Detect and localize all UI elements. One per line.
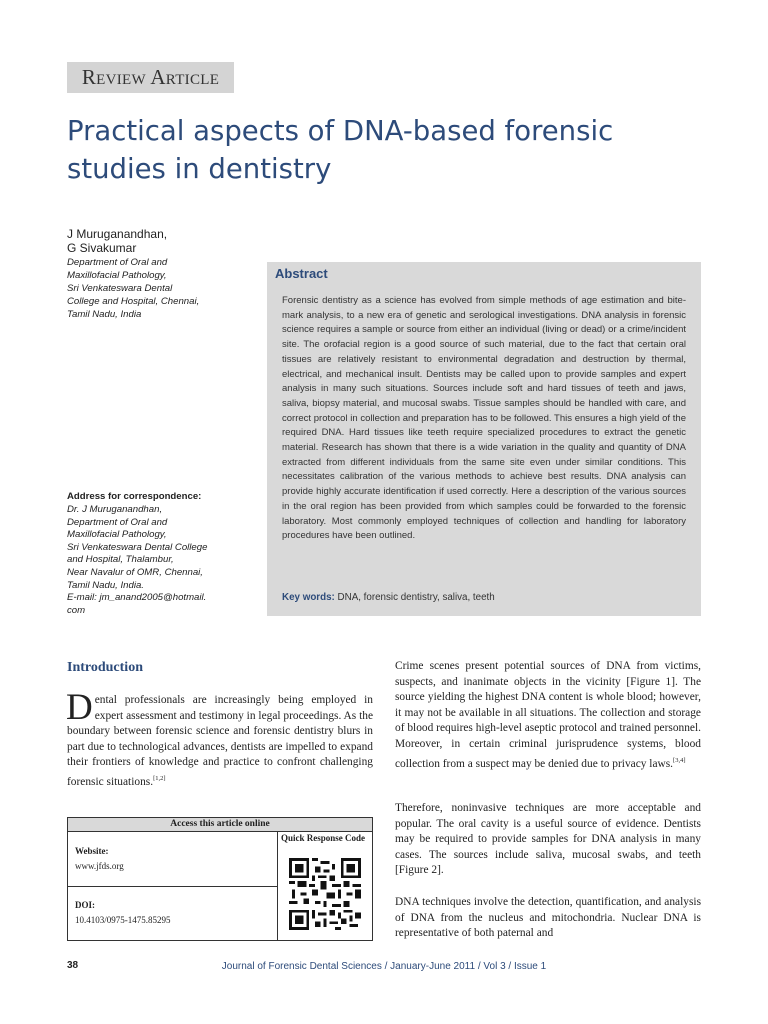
affiliation-line: Department of Oral and (67, 257, 168, 268)
affiliation-line: Tamil Nadu, India (67, 309, 142, 320)
affiliation-line: Sri Venkateswara Dental (67, 283, 173, 294)
access-box-heading: Access this article online (68, 818, 372, 832)
keywords-list: DNA, forensic dentistry, saliva, teeth (337, 592, 495, 603)
correspondence-line: and Hospital, Thalambur, (67, 554, 174, 566)
journal-footer: Journal of Forensic Dental Sciences / January-June 2011 / Vol 3 / Issue 1 (221, 961, 547, 972)
qr-code-icon (289, 858, 361, 930)
correspondence-line: Tamil Nadu, India. (67, 579, 144, 591)
title-line-1: Practical aspects of DNA-based forensic (67, 115, 614, 147)
page-number: 38 (67, 960, 79, 971)
correspondence-line: Near Navalur of OMR, Chennai, (67, 566, 203, 578)
body-paragraph-3: DNA techniques involve the detection, quantification, and analysis of DNA from the nucleus and mitochondria. Nuclear DNA is representative of both paternal and (395, 896, 701, 940)
abstract-heading: Abstract (275, 266, 328, 281)
website-link[interactable]: www.jfds.org (75, 861, 124, 871)
correspondence-line: Maxillofacial Pathology, (67, 529, 167, 541)
introduction-paragraph (66, 687, 373, 790)
article-type-tag: Review Article (67, 62, 234, 93)
introduction-heading: Introduction (67, 660, 143, 675)
article-title (67, 112, 687, 188)
affiliation-line: College and Hospital, Chennai, (67, 296, 200, 307)
doi-value[interactable]: 10.4103/0975-1475.85295 (75, 915, 171, 925)
access-article-box (67, 817, 373, 941)
abstract-box (267, 262, 701, 616)
correspondence-line: Sri Venkateswara Dental College (67, 541, 208, 553)
website-label: Website: (75, 846, 109, 856)
correspondence-email-cont[interactable]: com (67, 604, 86, 616)
correspondence-line: Dr. J Muruganandhan, (67, 504, 163, 515)
author-2: G Sivakumar (67, 241, 137, 255)
divider (277, 832, 278, 940)
body-paragraph-2: Therefore, noninvasive techniques are more acceptable and popular. The oral cavity is a useful source of evidence. Dentists may be required to provide samples for DNA analysis in many cases. The sources include saliva, mucosal swabs, and teeth [Figure 2]. (395, 802, 701, 877)
body-paragraph-1 (395, 659, 701, 772)
doi-label: DOI: (75, 900, 95, 910)
citation[interactable]: [1,2] (153, 774, 166, 782)
qr-code-label: Quick Response Code (281, 833, 366, 843)
citation[interactable]: [3,4] (673, 756, 686, 764)
author-1: J Muruganandhan, (67, 227, 168, 241)
correspondence-heading: Address for correspondence: (67, 491, 202, 502)
title-line-2: studies in dentistry (67, 153, 332, 185)
drop-cap: D (66, 687, 93, 728)
affiliation-line: Maxillofacial Pathology, (67, 270, 167, 281)
correspondence-address (67, 504, 262, 617)
correspondence-email[interactable]: E-mail: jm_anand2005@hotmail. (67, 592, 207, 604)
divider (68, 886, 277, 887)
correspondence-line: Department of Oral and (67, 516, 168, 528)
keywords (282, 592, 495, 603)
affiliation (67, 256, 262, 321)
introduction-text: ental professionals are increasingly being employed in expert assessment and testimony in legal proceedings. As the boundary between forensic science and forensic dentistry blurs in part due to technological advances, dentists are impelled to expand their frontiers of knowledge and practice to confront challenging forensic situations. (67, 694, 373, 788)
keywords-label: Key words: (282, 592, 335, 603)
paragraph-text: Crime scenes present potential sources of DNA from victims, suspects, and inanimate objects in the vicinity [Figure 1]. The source yielding the highest DNA content is whole blood; however, it may not be available in all situations. The collection and storage of blood requires high-level aseptic protocol and trained personnel. Moreover, in certain criminal jurisprudence systems, blood collection from a suspect may be denied due to privacy laws. (395, 660, 701, 770)
abstract-text: Forensic dentistry as a science has evolved from simple methods of age estimation and bite-mark analysis, to a new era of genetic and serological investigations. DNA analysis in forensic science requires a sample or source from either an individual (living or dead) or a crime/incident site. The orofacial region is a good source of such material, due to the fact that certain oral tissues are relatively resistant to environmental degradation and destruction by thermal, electrical, and mechanical insult. Dentists may be called upon to provide samples and expert analysis in many such situations. Sources include soft and hard tissues of teeth and jaws, saliva, biopsy material, and mucosal swabs. Tissue samples should be handled with care, and correct protocol in collection and preparation has to be followed. This ensures a high yield of the required DNA. Hard tissues like teeth require specialized procedures to extract the genetic material. Research has shown that there is a wide variation in the quality and quantity of DNA extracted from different individuals from the same site even under similar conditions. This necessitates calibration of the various methods to achieve best results. DNA analysis can provide highly accurate identification if used correctly. Here a description of the various sources in the oral region has been provided from which samples could be forwarded to the forensic laboratory. Most commonly employed techniques of collection and handling for laboratory procedures have been outlined. (282, 295, 686, 542)
